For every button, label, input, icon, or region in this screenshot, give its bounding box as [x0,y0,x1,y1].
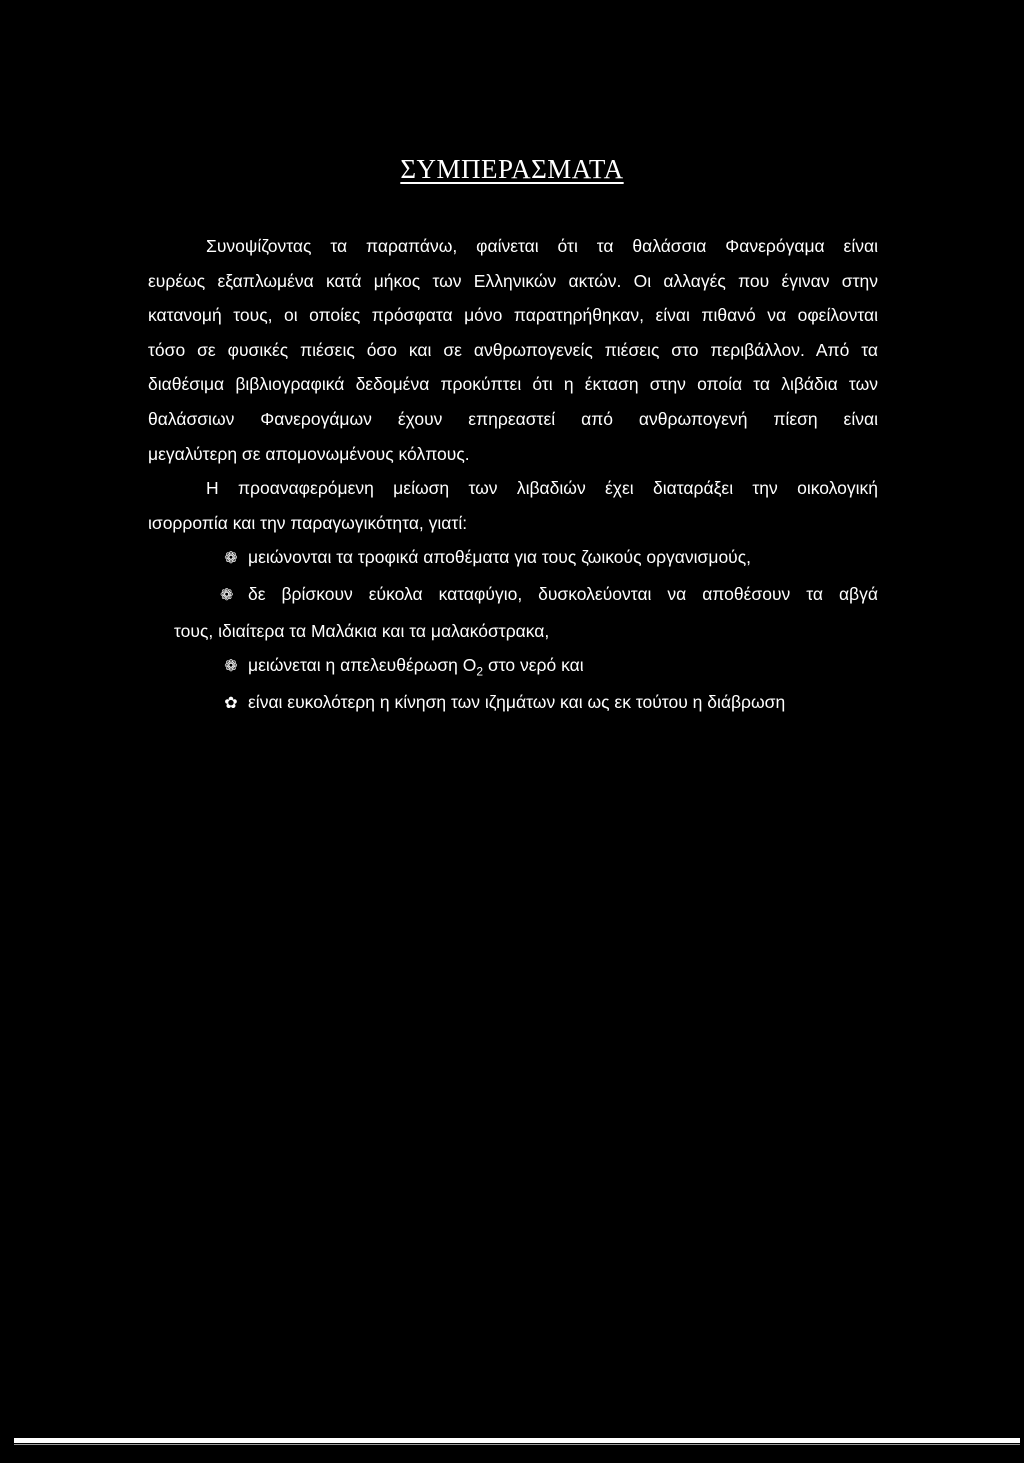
list-item [148,648,878,685]
flower-bullet-icon: ✿ [224,694,238,712]
text-line: κατανομή τους, οι οποίες πρόσφατα μόνο παρατηρήθηκαν, είναι πιθανό να οφείλονται [148,305,878,326]
paragraph-summary [148,229,878,471]
text-line: ισορροπία και την παραγωγικότητα, γιατί: [148,512,468,533]
text-line: διαθέσιμα βιβλιογραφικά δεδομένα προκύπτει ότι η έκταση στην οποία τα λιβάδια των [148,374,878,395]
text-line: θαλάσσιων Φανερογάμων έχουν επηρεαστεί από ανθρωπογενή πίεση είναι [148,408,878,429]
list-item-text: στο νερό και [483,655,584,676]
list-item [148,685,878,722]
bottom-divider-shadow [14,1444,1020,1445]
list-item [148,540,878,577]
list-item-continuation: τους, ιδιαίτερα τα Μαλάκια και τα μαλακόστρακα, [174,620,550,641]
subscript: 2 [476,664,484,679]
flower-bullet-icon: ❁ [224,550,238,568]
bottom-divider [14,1438,1020,1443]
page-title: ΣΥΜΠΕΡΑΣΜΑΤΑ [400,154,624,184]
list-item-text: δε βρίσκουν εύκολα καταφύγιο, δυσκολεύονται να αποθέσουν τα αβγά [248,583,878,604]
text-line: Συνοψίζοντας τα παραπάνω, φαίνεται ότι τα θαλάσσια Φανερόγαμα είναι [206,236,878,256]
text-line: ευρέως εξαπλωμένα κατά μήκος των Ελληνικών ακτών. Οι αλλαγές που έγιναν στην [148,270,878,291]
list-item-text: είναι ευκολότερη η κίνηση των ιζημάτων και ως εκ τούτου η διάβρωση [248,691,786,712]
paragraph-consequences [148,471,878,540]
list-item [148,577,878,614]
text-line: μεγαλύτερη σε απομονωμένους κόλπους. [148,443,470,464]
list-item-text: μειώνονται τα τροφικά αποθέματα για τους ζωικούς οργανισμούς, [248,547,752,568]
flower-bullet-icon: ❁ [220,586,234,604]
list-item-text: μειώνεται η απελευθέρωση O [248,655,477,676]
bullet-list [148,540,878,721]
text-line: Η προαναφερόμενη μείωση των λιβαδιών έχει διαταράξει την οικολογική [206,478,878,499]
document-body [148,229,878,721]
flower-bullet-icon: ❁ [224,658,238,676]
text-line: τόσο σε φυσικές πιέσεις όσο και σε ανθρωπογενείς πιέσεις στο περιβάλλον. Από τα [148,339,878,360]
